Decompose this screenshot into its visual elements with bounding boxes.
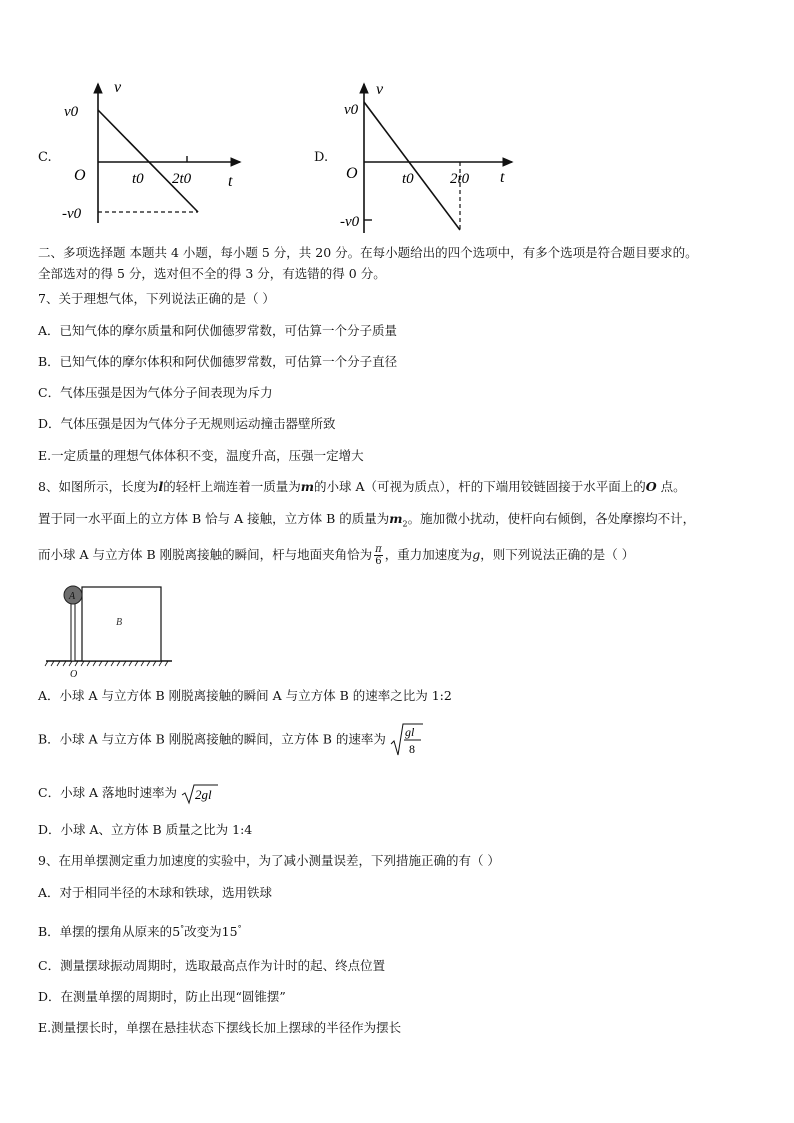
svg-text:gl: gl: [404, 725, 415, 739]
q7-option-d: D．气体压强是因为气体分子无规则运动撞击器壁所致: [38, 416, 336, 431]
t0-label: t0: [132, 171, 144, 187]
q8-option-a: A．小球 A 与立方体 B 刚脱离接触的瞬间 A 与立方体 B 的速率之比为 1:2: [38, 688, 452, 703]
q8-option-b: B．小球 A 与立方体 B 刚脱离接触的瞬间，立方体 B 的速率为 gl 8: [38, 722, 424, 758]
sqrt-gl-over-8: [390, 722, 424, 758]
pi-over-6: $\frac{\pi}{6}$: [375, 544, 382, 567]
ground-hatch: [45, 661, 168, 666]
neg-v0-label: -v0: [62, 206, 82, 222]
q9-option-d: D．在测量单摆的周期时，防止出现“圆锥摆”: [38, 989, 286, 1004]
pivot-o-label: O: [70, 669, 78, 680]
v-axis-label: v: [114, 79, 122, 96]
q8-option-d: D．小球 A、立方体 B 质量之比为 1:4: [38, 822, 253, 837]
q8-option-c: C．小球 A 落地时速率为 2gl: [38, 782, 219, 805]
q9-stem: 9、在用单摆测定重力加速度的实验中，为了减小测量误差，下列措施正确的有（ ）: [38, 853, 500, 868]
q7-option-a: A．已知气体的摩尔质量和阿伏伽德罗常数，可估算一个分子质量: [38, 323, 398, 338]
two-t0-label: 2t0: [172, 171, 192, 187]
q8-stem-line3: 而小球 A 与立方体 B 刚脱离接触的瞬间，杆与地面夹角恰为 $\frac{\pi}{6}$ ，重力加速度为g，则下列说法正确的是（ ）: [38, 544, 635, 567]
graph-c: [58, 78, 248, 228]
q8-stem-line1: 8、如图所示，长度为l的轻杆上端连着一质量为m的小球 A（可视为质点），杆的下端用铰链固接于水平面上的O 点。: [38, 479, 686, 494]
q9-option-e: E.测量摆长时，单摆在悬挂状态下摆线长加上摆球的半径作为摆长: [38, 1020, 402, 1035]
q9-option-a: A．对于相同半径的木球和铁球，选用铁球: [38, 885, 273, 900]
t-axis-label: t: [228, 173, 233, 190]
svg-text:8: 8: [408, 742, 415, 756]
option-c-label: C.: [38, 150, 52, 165]
neg-v0-label: -v0: [340, 214, 360, 230]
two-t0-label: 2t0: [450, 171, 470, 187]
option-d-label: D.: [314, 150, 329, 165]
ball-a-label: A: [69, 591, 76, 602]
origin-label: O: [74, 167, 86, 184]
q9-option-c: C．测量摆球振动周期时，选取最高点作为计时的起、终点位置: [38, 958, 386, 973]
q9-option-b: B．单摆的摆角从原来的5°改变为15°: [38, 924, 242, 940]
q7-option-b: B．已知气体的摩尔体积和阿伏伽德罗常数，可估算一个分子直径: [38, 354, 398, 369]
t-axis-label: t: [500, 169, 505, 186]
t0-label: t0: [402, 171, 414, 187]
section2-line1: 二、多项选择题 本题共 4 小题，每小题 5 分，共 20 分。在每小题给出的四个选项中，有多个选项是符合题目要求的。: [38, 245, 698, 260]
block-b-label: B: [116, 617, 123, 628]
q7-stem: 7、关于理想气体，下列说法正确的是（ ）: [38, 291, 275, 306]
velocity-line: [364, 102, 460, 230]
sqrt-2gl: [181, 783, 219, 805]
q7-option-c: C．气体压强是因为气体分子间表现为斥力: [38, 385, 273, 400]
v0-label: v0: [344, 102, 359, 118]
rod: [71, 603, 75, 661]
velocity-line: [98, 110, 198, 212]
v-axis-label: v: [376, 81, 384, 98]
section2-line2: 全部选对的得 5 分，选对但不全的得 3 分，有选错的得 0 分。: [38, 266, 386, 281]
svg-text:2gl: 2gl: [195, 786, 212, 802]
origin-label: O: [346, 165, 358, 182]
v0-label: v0: [64, 104, 79, 120]
q8-stem-line2: 置于同一水平面上的立方体 B 恰与 A 接触，立方体 B 的质量为$m_2$。施加微小扰动，使杆向右倾倒，各处摩擦均不计，: [38, 511, 696, 529]
q8-figure: [44, 584, 174, 680]
graph-d: [334, 78, 524, 238]
q7-option-e: E.一定质量的理想气体体积不变，温度升高，压强一定增大: [38, 448, 364, 463]
